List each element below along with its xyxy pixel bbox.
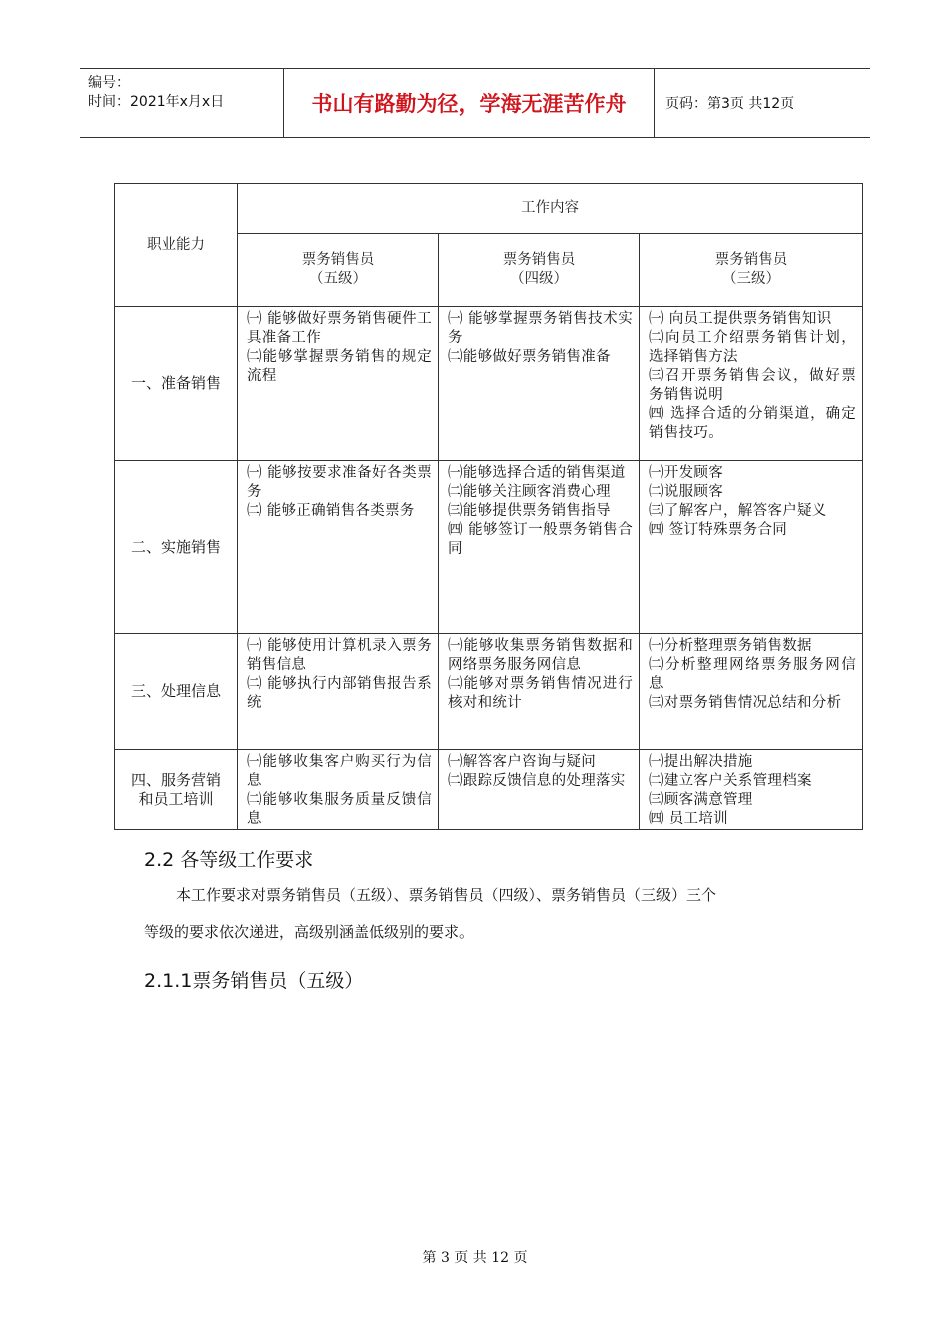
cell-item: ㈣ 选择合适的分销渠道，确定销售技巧。 (649, 406, 857, 441)
table-row (115, 634, 863, 750)
cell-level3 (640, 307, 863, 461)
cell-item: ㈣ 能够签订一般票务销售合同 (448, 522, 633, 557)
row-label: 三、处理信息 (115, 634, 238, 750)
cell-level3 (640, 634, 863, 750)
cell-item: ㈠能够收集客户购买行为信息 (247, 754, 432, 789)
cell-item: ㈢了解客户，解答客户疑义 (649, 503, 827, 519)
header-ability: 职业能力 (115, 184, 238, 307)
cell-item: ㈡说服顾客 (649, 484, 723, 500)
cell-item: ㈡能够做好票务销售准备 (448, 349, 611, 365)
cell-item: ㈡分析整理网络票务服务网信息 (649, 657, 857, 692)
cell-level4 (439, 307, 640, 461)
cell-item: ㈡能够收集服务质量反馈信息 (247, 792, 432, 827)
cell-item: ㈡能够掌握票务销售的规定流程 (247, 349, 432, 384)
cell-item: ㈠开发顾客 (649, 465, 723, 481)
cell-item: ㈠能够选择合适的销售渠道 (448, 465, 626, 481)
cell-item: ㈡建立客户关系管理档案 (649, 773, 812, 789)
header-meta (80, 69, 283, 137)
cell-item: ㈠ 能够掌握票务销售技术实务 (448, 311, 633, 346)
cell-item: ㈠分析整理票务销售数据 (649, 638, 812, 654)
cell-item: ㈠ 能够使用计算机录入票务销售信息 (247, 638, 432, 673)
cell-item: ㈠能够收集票务销售数据和网络票务服务网信息 (448, 638, 633, 673)
paragraph-line: 等级的要求依次递进，高级别涵盖低级别的要求。 (144, 923, 475, 941)
number-label: 编号： (88, 75, 130, 91)
cell-item: ㈡向员工介绍票务销售计划，选择销售方法 (649, 330, 857, 365)
cell-item: ㈡ 能够执行内部销售报告系统 (247, 676, 432, 711)
cell-item: ㈡能够关注顾客消费心理 (448, 484, 611, 500)
table-row (115, 750, 863, 830)
table-row (115, 461, 863, 634)
paragraph-line: 本工作要求对票务销售员（五级）、票务销售员（四级）、票务销售员（三级）三个 (176, 886, 717, 904)
cell-item: ㈢召开票务销售会议，做好票务销售说明 (649, 368, 857, 403)
table-row (115, 307, 863, 461)
cell-item: ㈠ 向员工提供票务销售知识 (649, 311, 832, 327)
cell-item: ㈢顾客满意管理 (649, 792, 753, 808)
cell-item: ㈢对票务销售情况总结和分析 (649, 695, 842, 711)
section-heading: 2.2 各等级工作要求 (144, 849, 314, 871)
cell-level5 (238, 307, 439, 461)
row-label: 四、服务营销 和员工培训 (115, 750, 238, 830)
cell-item: ㈠ 能够按要求准备好各类票务 (247, 465, 432, 500)
page-header (80, 68, 870, 138)
level-header: 票务销售员 （四级） (439, 234, 640, 307)
cell-item: ㈡跟踪反馈信息的处理落实 (448, 773, 626, 789)
header-motto: 书山有路勤为径，学海无涯苦作舟 (283, 69, 655, 137)
cell-level4 (439, 750, 640, 830)
cell-level3 (640, 461, 863, 634)
level-header: 票务销售员 （三级） (640, 234, 863, 307)
cell-level4 (439, 634, 640, 750)
cell-item: ㈡ 能够正确销售各类票务 (247, 503, 415, 519)
ability-table (114, 183, 863, 830)
cell-item: ㈠ 能够做好票务销售硬件工具准备工作 (247, 311, 432, 346)
row-label: 一、准备销售 (115, 307, 238, 461)
cell-level3 (640, 750, 863, 830)
cell-item: ㈠提出解决措施 (649, 754, 753, 770)
cell-item: ㈣ 签订特殊票务合同 (649, 522, 788, 538)
cell-level5 (238, 750, 439, 830)
cell-level4 (439, 461, 640, 634)
subsection-heading: 2.1.1票务销售员（五级） (144, 970, 364, 992)
cell-item: ㈡能够对票务销售情况进行核对和统计 (448, 676, 633, 711)
header-work-content: 工作内容 (238, 184, 863, 234)
row-label: 二、实施销售 (115, 461, 238, 634)
cell-item: ㈠解答客户咨询与疑问 (448, 754, 596, 770)
cell-item: ㈢能够提供票务销售指导 (448, 503, 611, 519)
header-page-info: 页码：第3页 共12页 (665, 96, 795, 112)
page-footer: 第 3 页 共 12 页 (422, 1250, 528, 1266)
time-label: 时间：2021年x月x日 (88, 94, 225, 110)
cell-level5 (238, 634, 439, 750)
table-header-row (115, 184, 863, 234)
cell-level5 (238, 461, 439, 634)
cell-item: ㈣ 员工培训 (649, 811, 728, 827)
level-header: 票务销售员 （五级） (238, 234, 439, 307)
